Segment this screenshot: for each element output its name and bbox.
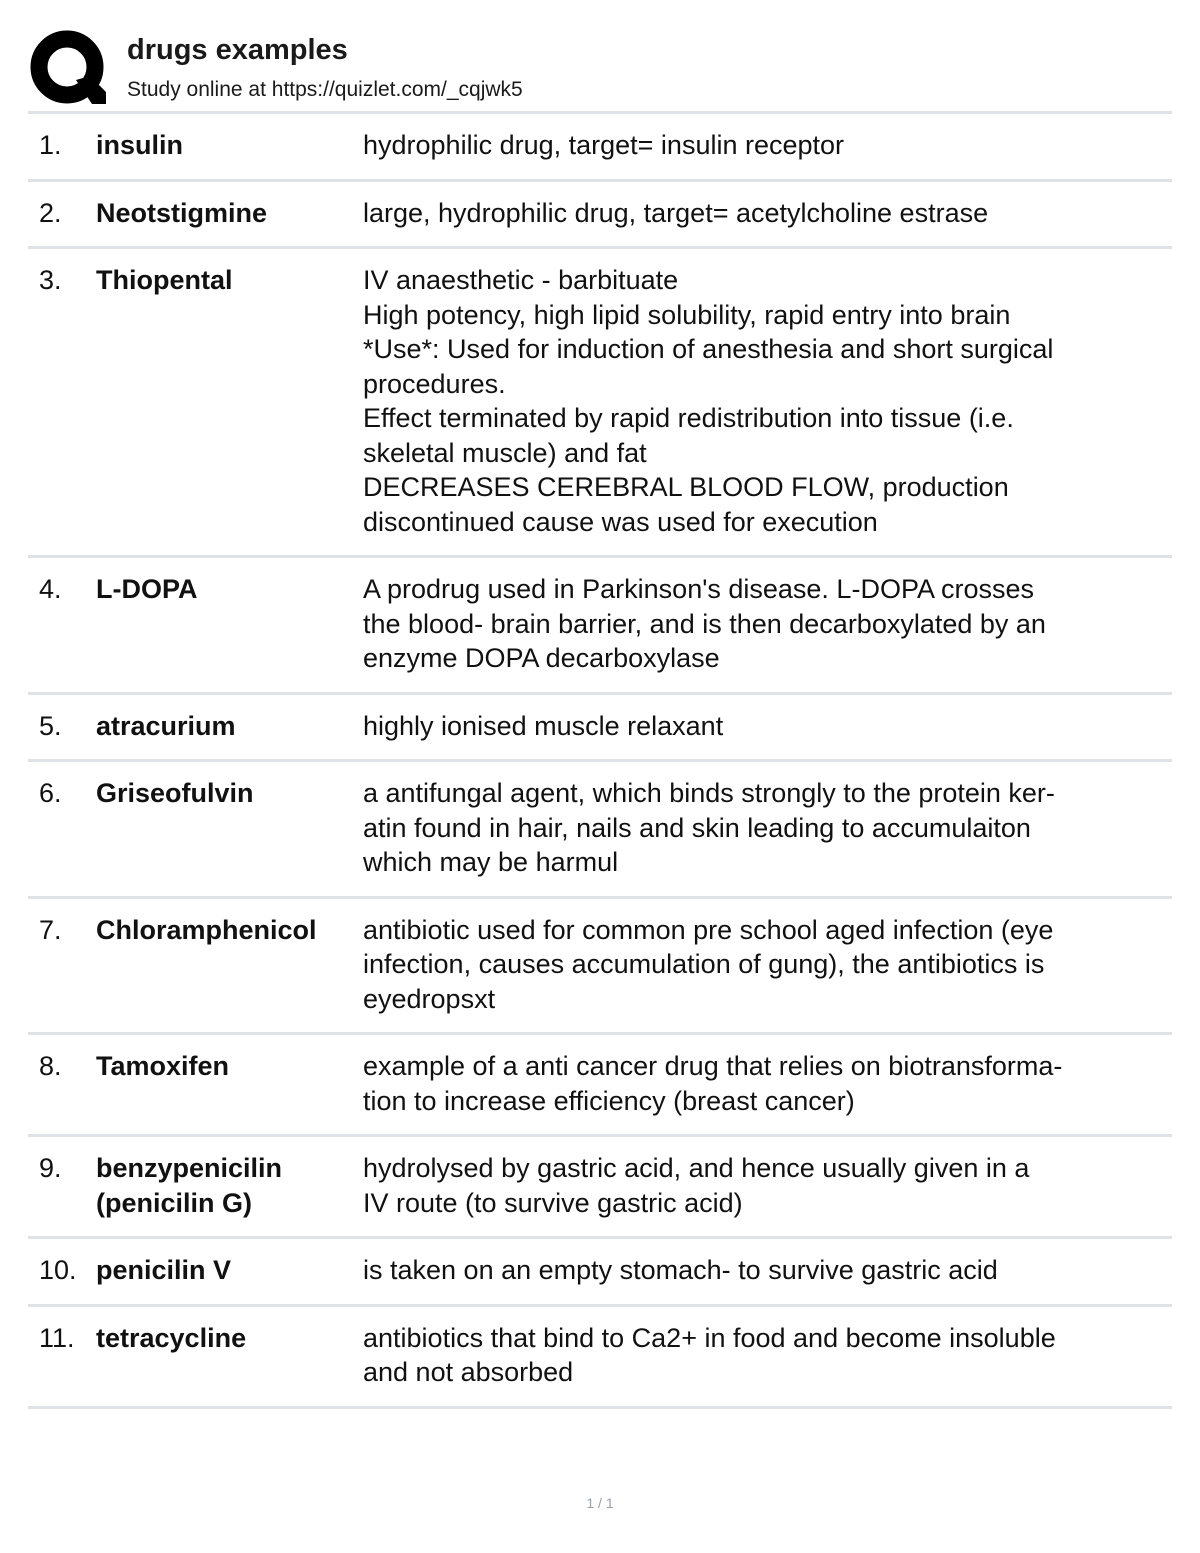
- term-number: 7.: [39, 914, 62, 945]
- term-name: L-DOPA: [96, 574, 198, 604]
- term-name: insulin: [96, 130, 183, 160]
- term-definition: hydrophilic drug, target= insulin receptor: [363, 130, 845, 160]
- term-row: [28, 114, 1172, 182]
- term-number: 1.: [39, 130, 62, 160]
- term-definition: IV anaesthetic - barbituate High potency, high lipid solubility, rapid entry into brain *Use*: Used for induction of anesthesia and short surgical procedures. Effect terminated by rapid redistribution into tissue (i.e. skeletal muscle) and fat DECREASES CEREBRAL BLOOD FLOW, production discontinued cause was used for execution: [363, 265, 1054, 537]
- term-row: [28, 1239, 1172, 1307]
- term-name: tetracycline: [96, 1322, 247, 1353]
- term-name: Neotstigmine: [96, 197, 268, 228]
- term-name: benzypenicilin (penicilin G): [96, 1153, 283, 1218]
- term-definition: large, hydrophilic drug, target= acetylcholine estrase: [363, 197, 989, 228]
- page-title: drugs examples: [127, 34, 348, 66]
- term-definition: antibiotics that bind to Ca2+ in food and become insoluble and not absorbed: [363, 1322, 1056, 1387]
- study-online-link[interactable]: Study online at https://quizlet.com/_cqjwk5: [127, 78, 523, 101]
- term-row: [28, 249, 1172, 558]
- term-definition: A prodrug used in Parkinson's disease. L-DOPA crosses the blood- brain barrier, and is then decarboxylated by an enzyme DOPA decarboxylase: [363, 574, 1046, 673]
- term-number: 2.: [39, 197, 62, 228]
- quizlet-q-logo-icon: [30, 30, 106, 106]
- page-header: [30, 30, 1172, 108]
- term-row: [28, 899, 1172, 1036]
- term-row: [28, 1035, 1172, 1137]
- term-number: 11.: [39, 1322, 75, 1353]
- term-row: [28, 1307, 1172, 1409]
- term-definition: antibiotic used for common pre school aged infection (eye infection, causes accumulation of gung), the antibiotics is eyedropsxt: [363, 914, 1054, 1014]
- term-number: 3.: [39, 265, 62, 295]
- term-name: atracurium: [96, 710, 236, 741]
- term-row: [28, 182, 1172, 250]
- term-name: Tamoxifen: [96, 1051, 230, 1081]
- term-number: 10.: [39, 1255, 77, 1285]
- term-definition: hydrolysed by gastric acid, and hence usually given in a IV route (to survive gastric acid): [363, 1153, 1030, 1218]
- term-row: [28, 762, 1172, 899]
- term-number: 6.: [39, 778, 62, 808]
- term-number: 9.: [39, 1153, 62, 1183]
- term-name: penicilin V: [96, 1255, 232, 1285]
- term-name: Chloramphenicol: [96, 914, 317, 945]
- term-definition: a antifungal agent, which binds strongly to the protein ker- atin found in hair, nails and skin leading to accumulaiton which may be harmul: [363, 778, 1055, 877]
- term-number: 8.: [39, 1051, 62, 1081]
- terms-list: [28, 111, 1172, 1409]
- term-row: [28, 695, 1172, 763]
- term-name: Griseofulvin: [96, 778, 254, 808]
- term-definition: is taken on an empty stomach- to survive gastric acid: [363, 1255, 998, 1285]
- term-name: Thiopental: [96, 265, 233, 295]
- term-definition: highly ionised muscle relaxant: [363, 710, 724, 741]
- term-number: 5.: [39, 710, 62, 741]
- term-definition: example of a anti cancer drug that relies on biotransforma- tion to increase efficiency (breast cancer): [363, 1051, 1063, 1116]
- term-number: 4.: [39, 574, 62, 604]
- page-number: 1 / 1: [586, 1495, 614, 1511]
- term-row: [28, 1137, 1172, 1239]
- term-row: [28, 558, 1172, 695]
